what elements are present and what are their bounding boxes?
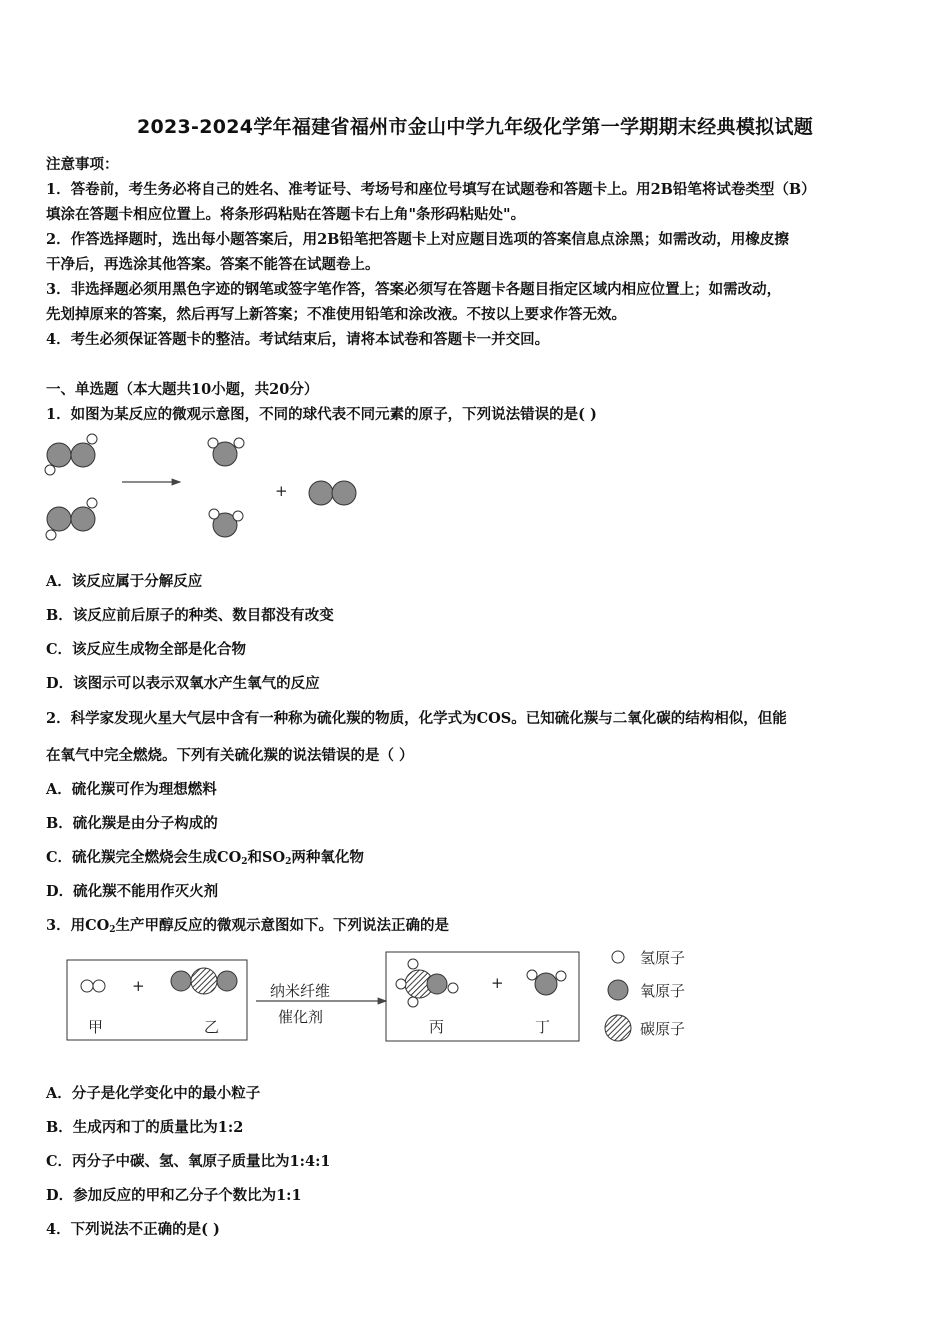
q3-option-b: B．生成丙和丁的质量比为1:2 — [46, 1119, 244, 1136]
plus-sign-1: + — [132, 977, 145, 995]
label-bing: 丙 — [429, 1018, 445, 1036]
condition-1: 纳米纤维 — [270, 982, 331, 1000]
notice-line-6: 先划掉原来的答案，然后再写上新答案；不准使用铅笔和涂改液。不按以上要求作答无效。 — [46, 306, 626, 323]
molecule-bing — [396, 959, 458, 1007]
q3-reaction-diagram — [60, 944, 710, 1054]
q1-reaction-diagram — [40, 428, 370, 548]
q1-option-d: D．该图示可以表示双氧水产生氧气的反应 — [46, 675, 320, 692]
q2-option-b: B．硫化羰是由分子构成的 — [46, 815, 218, 832]
notice-line-7: 4．考生必须保证答题卡的整洁。考试结束后，请将本试卷和答题卡一并交回。 — [46, 331, 550, 348]
label-jia: 甲 — [88, 1018, 104, 1036]
product-molecule-2 — [209, 509, 243, 537]
q1-stem: 1．如图为某反应的微观示意图，不同的球代表不同元素的原子，下列说法错误的是( ) — [46, 406, 597, 423]
notice-line-3: 2．作答选择题时，选出每小题答案后，用2B铅笔把答题卡上对应题目选项的答案信息点涂黑；如需改动，用橡皮擦 — [46, 231, 789, 248]
q1-option-b: B．该反应前后原子的种类、数目都没有改变 — [46, 607, 334, 624]
q1-option-c: C．该反应生成物全部是化合物 — [46, 641, 247, 658]
molecule-ding — [527, 970, 566, 995]
plus-sign-2: + — [491, 974, 504, 992]
page-title: 2023-2024学年福建省福州市金山中学九年级化学第一学期期末经典模拟试题 — [136, 116, 814, 138]
notice-heading: 注意事项： — [46, 156, 119, 173]
q1-option-a: A．该反应属于分解反应 — [46, 573, 203, 590]
q4-stem: 4．下列说法不正确的是( ) — [46, 1221, 220, 1238]
condition-2: 催化剂 — [278, 1008, 324, 1026]
molecule-yi — [171, 968, 237, 994]
q3-stem: 3．用$CO_2$生产甲醇反应的微观示意图如下。下列说法正确的是 — [46, 917, 450, 935]
reactant-molecule-1 — [45, 434, 97, 475]
label-ding: 丁 — [535, 1018, 551, 1036]
q2-option-d: D．硫化羰不能用作灭火剂 — [46, 883, 219, 900]
svg-text:碳原子: 碳原子 — [640, 1020, 686, 1038]
product-molecule-1 — [208, 438, 244, 466]
notice-line-5: 3．非选择题必须用黑色字迹的钢笔或签字笔作答，答案必须写在答题卡各题目指定区域内相应位置上；如需改动， — [46, 281, 782, 298]
product-molecule-3 — [309, 481, 356, 505]
q3-option-a: A．分子是化学变化中的最小粒子 — [46, 1085, 261, 1102]
legend-hydrogen — [612, 949, 685, 967]
q2-stem-1: 2．科学家发现火星大气层中含有一种称为硫化羰的物质，化学式为COS。已知硫化羰与二氧化碳的结构相似，但能 — [46, 710, 787, 727]
notice-line-4: 干净后，再选涂其他答案。答案不能答在试题卷上。 — [46, 256, 380, 273]
molecule-jia — [81, 980, 105, 992]
notice-line-1: 1．答卷前，考生务必将自己的姓名、准考证号、考场号和座位号填写在试题卷和答题卡上。用2B铅笔将试卷类型（B） — [46, 181, 816, 198]
q2-option-a: A．硫化羰可作为理想燃料 — [46, 781, 217, 798]
notice-line-2: 填涂在答题卡相应位置上。将条形码粘贴在答题卡右上角"条形码粘贴处"。 — [46, 206, 526, 223]
section-heading: 一、单选题（本大题共10小题，共20分） — [46, 381, 319, 398]
q2-stem-2: 在氧气中完全燃烧。下列有关硫化羰的说法错误的是（ ） — [46, 747, 414, 764]
label-yi: 乙 — [204, 1018, 220, 1036]
svg-text:氧原子: 氧原子 — [640, 982, 686, 1000]
plus-sign: + — [275, 482, 288, 500]
legend-oxygen — [608, 980, 685, 1000]
legend-carbon — [605, 1015, 685, 1041]
reactant-molecule-2 — [46, 498, 97, 540]
q3-option-c: C．丙分子中碳、氢、氧原子质量比为1:4:1 — [46, 1153, 331, 1170]
q3-option-d: D．参加反应的甲和乙分子个数比为1:1 — [46, 1187, 302, 1204]
svg-text:氢原子: 氢原子 — [640, 949, 686, 967]
q2-option-c: C．硫化羰完全燃烧会生成$CO_2$和$SO_2$两种氧化物 — [46, 849, 364, 867]
